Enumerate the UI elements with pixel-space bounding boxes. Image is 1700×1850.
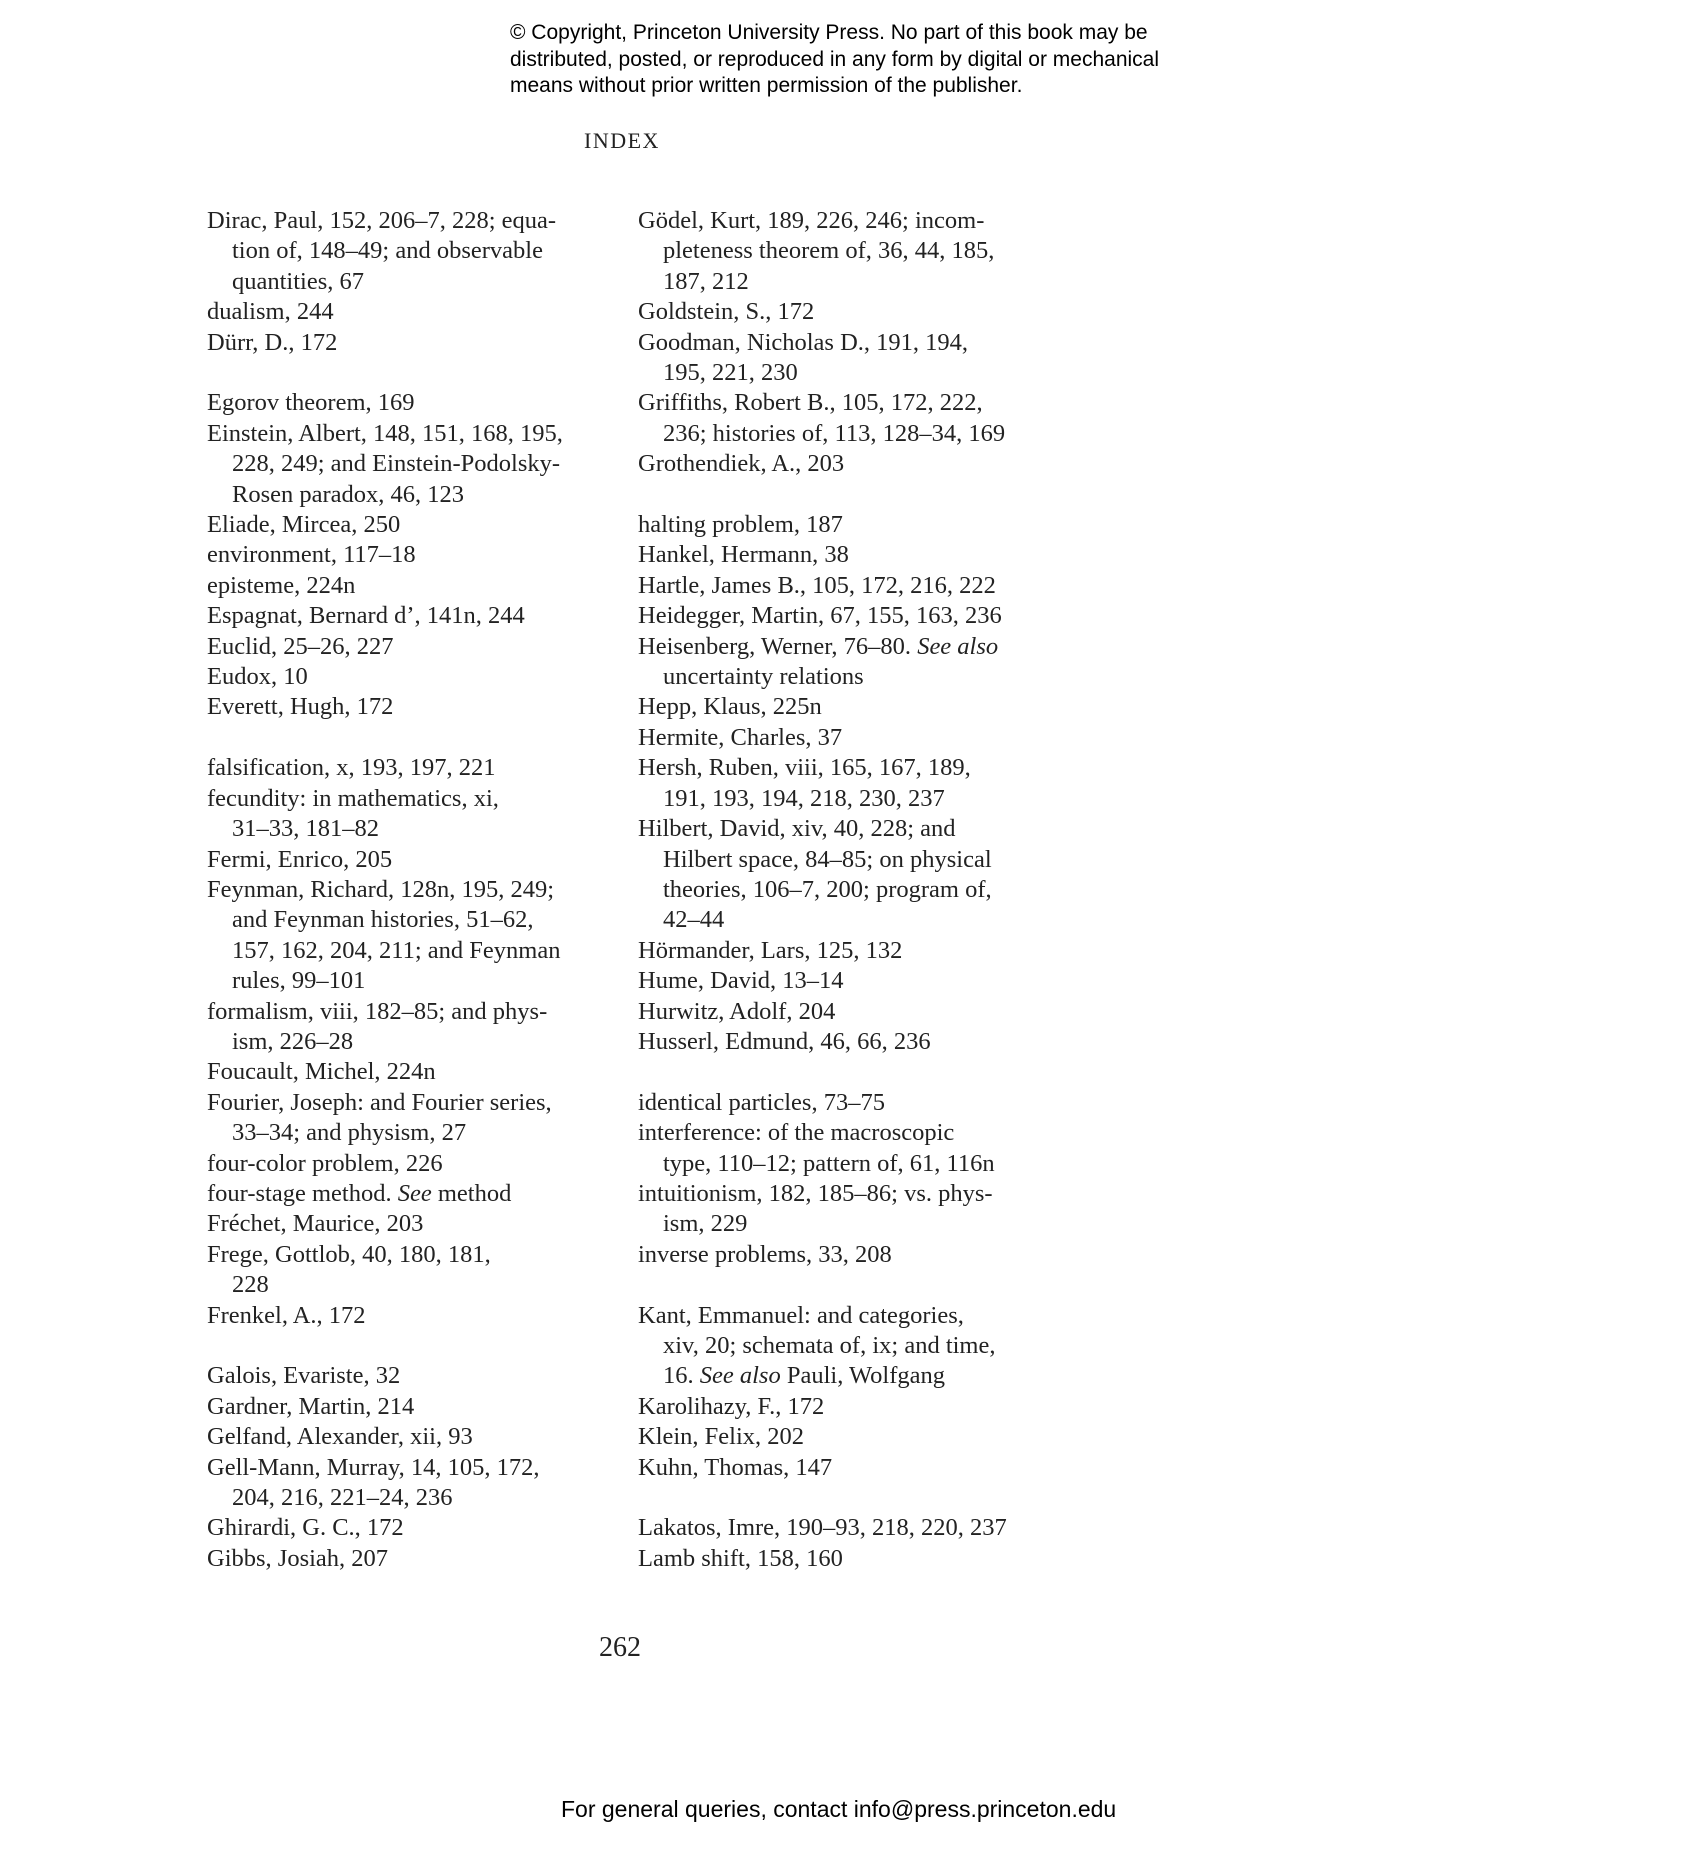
index-entry-line: Frenkel, A., 172 (207, 1301, 366, 1329)
index-entry (207, 1544, 637, 1574)
index-entry (207, 206, 637, 297)
index-entry (638, 1179, 1098, 1240)
index-entry-line: Hörmander, Lars, 125, 132 (638, 936, 903, 964)
index-entry (207, 1179, 637, 1209)
index-entry-line: inverse problems, 33, 208 (638, 1240, 892, 1268)
index-entry-line: Eudox, 10 (207, 663, 308, 691)
index-entry (207, 1392, 637, 1422)
index-entry (638, 1422, 1098, 1452)
index-entry (638, 206, 1098, 297)
index-entry-line: Griffiths, Robert B., 105, 172, 222, (638, 389, 983, 417)
index-entry-line: Feynman, Richard, 128n, 195, 249; (207, 875, 555, 903)
index-entry (207, 297, 637, 327)
index-entry-continuation: 31–33, 181–82 (232, 815, 379, 843)
index-entry (638, 692, 1098, 722)
index-entry (638, 1544, 1098, 1574)
index-entry (207, 1088, 637, 1149)
index-entry (207, 1422, 637, 1452)
index-entry-continuation: tion of, 148–49; and observable (232, 237, 543, 265)
index-entry-line: formalism, viii, 182–85; and phys- (207, 997, 548, 1025)
index-entry-line: Dirac, Paul, 152, 206–7, 228; equa- (207, 207, 557, 234)
index-entry-line: falsification, x, 193, 197, 221 (207, 754, 496, 782)
index-entry-continuation: 42–44 (663, 906, 725, 934)
page-heading: INDEX (584, 128, 660, 153)
index-entry-line: Fourier, Joseph: and Fourier series, (207, 1088, 552, 1116)
index-entry-line: Gardner, Martin, 214 (207, 1392, 415, 1420)
index-entry-line: Karolihazy, F., 172 (638, 1392, 825, 1420)
index-entry (638, 328, 1098, 389)
index-entry (207, 540, 637, 570)
index-entry-line: Hurwitz, Adolf, 204 (638, 997, 836, 1025)
index-entry-line: Husserl, Edmund, 46, 66, 236 (638, 1027, 931, 1055)
index-entry-line: Fréchet, Maurice, 203 (207, 1210, 424, 1238)
index-entry-continuation: pleteness theorem of, 36, 44, 185, (663, 237, 995, 265)
index-entry-line: Hilbert, David, xiv, 40, 228; and (638, 815, 956, 843)
index-entry (207, 510, 637, 540)
index-entry-line: Ghirardi, G. C., 172 (207, 1514, 404, 1542)
index-entry-continuation: 157, 162, 204, 211; and Feynman (232, 936, 561, 964)
index-entry-continuation (638, 1361, 1098, 1391)
index-entry-text: method (431, 1179, 512, 1207)
index-entry-line: fecundity: in mathematics, xi, (207, 784, 499, 812)
index-entry-line: intuitionism, 182, 185–86; vs. phys- (638, 1179, 993, 1207)
index-entry (638, 601, 1098, 631)
index-entry-line: Gell-Mann, Murray, 14, 105, 172, (207, 1453, 540, 1481)
index-entry-line: Hartle, James B., 105, 172, 216, 222 (638, 571, 996, 599)
index-entry (638, 1513, 1098, 1543)
index-entry-line: environment, 117–18 (207, 541, 416, 569)
index-entry-line: Espagnat, Bernard d’, 141n, 244 (207, 602, 525, 630)
index-entry (207, 571, 637, 601)
index-entry-continuation: quantities, 67 (232, 267, 365, 295)
index-entry-continuation: 236; histories of, 113, 128–34, 169 (663, 419, 1006, 447)
index-entry-line: Lamb shift, 158, 160 (638, 1544, 843, 1572)
index-entry-line: Eliade, Mircea, 250 (207, 511, 401, 539)
index-entry-continuation: 228 (232, 1271, 269, 1299)
index-entry (638, 1453, 1098, 1483)
index-entry (207, 632, 637, 662)
index-entry-line: Kant, Emmanuel: and categories, (638, 1301, 964, 1329)
index-entry (638, 571, 1098, 601)
copyright-line: distributed, posted, or reproduced in any form by digital or mechanical (510, 47, 1160, 71)
index-entry-line: Fermi, Enrico, 205 (207, 845, 393, 873)
index-entry (638, 1392, 1098, 1422)
index-entry-continuation: xiv, 20; schemata of, ix; and time, (663, 1331, 996, 1359)
index-entry-line: identical particles, 73–75 (638, 1088, 885, 1116)
index-entry (207, 388, 637, 418)
index-entry-continuation: 204, 216, 221–24, 236 (232, 1484, 453, 1512)
index-entry-line: Hermite, Charles, 37 (638, 723, 843, 751)
index-entry-line: dualism, 244 (207, 298, 334, 326)
index-entry-line: Kuhn, Thomas, 147 (638, 1453, 833, 1481)
index-entry-text: Heisenberg, Werner, 76–80. (638, 632, 918, 660)
index-entry (207, 692, 637, 722)
index-entry (638, 723, 1098, 753)
index-entry-continuation: Hilbert space, 84–85; on physical (663, 845, 992, 873)
index-entry (207, 1057, 637, 1087)
index-entry-continuation: 195, 221, 230 (663, 359, 798, 387)
index-entry-line: Hersh, Ruben, viii, 165, 167, 189, (638, 754, 971, 782)
index-entry-line: Gödel, Kurt, 189, 226, 246; incom- (638, 207, 985, 234)
index-entry-line: four-color problem, 226 (207, 1149, 443, 1177)
index-entry (207, 1513, 637, 1543)
page-number: 262 (599, 1632, 641, 1663)
copyright-line: means without prior written permission of the publisher. (510, 74, 1023, 97)
index-entry (207, 1453, 637, 1514)
see-reference: See (397, 1179, 432, 1207)
index-entry (638, 936, 1098, 966)
index-column-right (638, 206, 1098, 1574)
index-entry-line: halting problem, 187 (638, 511, 843, 539)
index-entry (207, 328, 637, 358)
index-entry-line: Egorov theorem, 169 (207, 389, 415, 417)
footer-contact: For general queries, contact info@press.princeton.edu (561, 1796, 1117, 1822)
index-entry-continuation: ism, 229 (663, 1210, 748, 1238)
copyright-line: © Copyright, Princeton University Press. No part of this book may be (510, 21, 1148, 44)
index-entry-text: four-stage method. (207, 1179, 398, 1207)
index-entry-line: Goodman, Nicholas D., 191, 194, (638, 328, 969, 356)
index-entry (638, 632, 1098, 693)
index-entry-line: Frege, Gottlob, 40, 180, 181, (207, 1240, 491, 1268)
see-also-reference: See also (699, 1362, 781, 1390)
index-entry (207, 1240, 637, 1301)
index-entry-line: Dürr, D., 172 (207, 328, 338, 356)
copyright-notice (510, 20, 1270, 100)
index-entry-continuation: 228, 249; and Einstein-Podolsky- (232, 450, 561, 478)
index-entry (638, 1027, 1098, 1057)
index-entry (638, 814, 1098, 936)
index-entry-continuation: and Feynman histories, 51–62, (232, 906, 534, 934)
index-entry-line: Heidegger, Martin, 67, 155, 163, 236 (638, 602, 1002, 630)
index-entry (207, 601, 637, 631)
index-entry-line: Gibbs, Josiah, 207 (207, 1544, 389, 1572)
index-entry (638, 1301, 1098, 1392)
index-entry-continuation: uncertainty relations (663, 663, 864, 691)
index-entry-line: interference: of the macroscopic (638, 1119, 955, 1147)
index-entry (638, 510, 1098, 540)
index-entry-continuation: 191, 193, 194, 218, 230, 237 (663, 784, 945, 812)
index-entry (638, 449, 1098, 479)
index-entry-line: Hepp, Klaus, 225n (638, 693, 822, 721)
index-entry-continuation: theories, 106–7, 200; program of, (663, 875, 992, 903)
index-entry-line: Klein, Felix, 202 (638, 1423, 805, 1451)
index-entry-continuation: ism, 226–28 (232, 1027, 354, 1055)
index-entry (638, 297, 1098, 327)
index-entry (638, 1088, 1098, 1118)
index-entry (638, 540, 1098, 570)
index-entry-line: Euclid, 25–26, 227 (207, 632, 394, 660)
index-entry-line: Hankel, Hermann, 38 (638, 541, 849, 569)
index-entry (207, 1209, 637, 1239)
index-entry-line: Einstein, Albert, 148, 151, 168, 195, (207, 419, 563, 447)
index-entry (638, 966, 1098, 996)
index-entry-line: episteme, 224n (207, 571, 356, 599)
index-entry-text: Pauli, Wolfgang (780, 1362, 946, 1390)
see-reference: See also (917, 632, 999, 660)
index-entry (638, 1240, 1098, 1270)
index-entry-line: Grothendiek, A., 203 (638, 450, 845, 478)
index-entry-line: Everett, Hugh, 172 (207, 693, 394, 721)
index-entry-continuation: rules, 99–101 (232, 967, 366, 995)
index-entry (207, 1149, 637, 1179)
index-entry (207, 1301, 637, 1331)
index-entry (207, 1361, 637, 1391)
index-entry-line: Goldstein, S., 172 (638, 298, 815, 326)
index-entry (207, 875, 637, 997)
index-entry (207, 997, 637, 1058)
index-entry (638, 753, 1098, 814)
index-column-left (207, 206, 637, 1574)
index-entry (207, 784, 637, 845)
index-entry-line: Gelfand, Alexander, xii, 93 (207, 1423, 473, 1451)
index-entry (638, 997, 1098, 1027)
index-entry-line: Galois, Evariste, 32 (207, 1362, 401, 1390)
index-entry (207, 419, 637, 510)
index-entry-continuation: 33–34; and physism, 27 (232, 1119, 467, 1147)
index-entry (207, 753, 637, 783)
index-entry-line: Foucault, Michel, 224n (207, 1058, 436, 1086)
index-entry-continuation: type, 110–12; pattern of, 61, 116n (663, 1149, 995, 1177)
index-entry-line: Lakatos, Imre, 190–93, 218, 220, 237 (638, 1514, 1007, 1542)
index-entry-continuation: 187, 212 (663, 267, 749, 295)
index-entry-line: Hume, David, 13–14 (638, 967, 844, 995)
index-entry (638, 1118, 1098, 1179)
index-entry-text: 16. (663, 1362, 700, 1390)
index-entry (638, 388, 1098, 449)
index-entry-continuation: Rosen paradox, 46, 123 (232, 480, 465, 508)
index-entry (207, 845, 637, 875)
index-entry (207, 662, 637, 692)
